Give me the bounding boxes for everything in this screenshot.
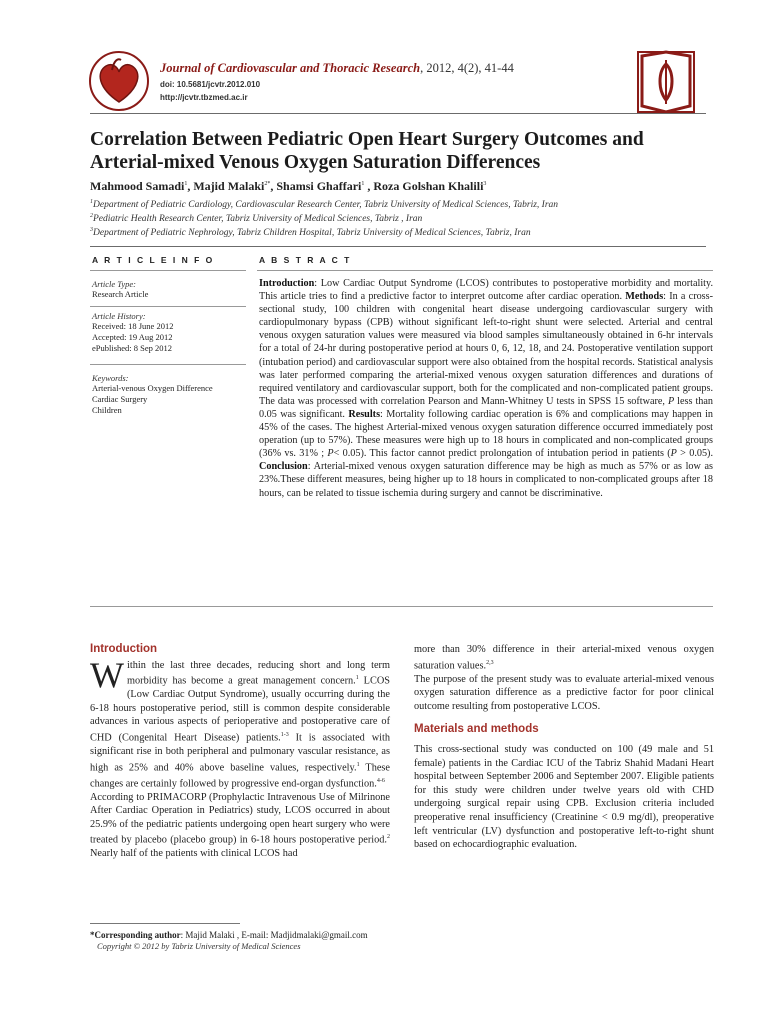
intro-heading: Introduction [90,643,158,655]
methods-heading: Materials and methods [414,723,539,736]
author-name: Roza Golshan Khalili [373,179,484,193]
keyword: Arterial-venous Oxygen Difference [92,383,213,393]
accepted-date: Accepted: 19 Aug 2012 [92,332,173,342]
footnote-rule [90,923,240,924]
received-date: Received: 18 June 2012 [92,321,174,331]
copyright: Copyright © 2012 by Tabriz University of Medical Sciences [97,941,301,951]
info-rule [90,364,246,365]
keywords-label: Keywords: [92,373,129,383]
journal-citation [160,61,514,76]
header-divider [90,113,706,114]
corresponding-author: *Corresponding author: Majid Malaki , E-mail: Madjidmalaki@gmail.com [90,930,368,940]
affiliation: $^3$Department of Pediatric Nephrology, Tabriz Children Hospital, Tabriz University of Medical Sciences, Tabriz, Iran [90,227,531,239]
body-right-column [414,643,714,852]
journal-name: Journal of Cardiovascular and Thoracic Research [160,61,421,75]
affiliation: $^2$Pediatric Health Research Center, Tabriz University of Medical Sciences, Tabriz , Iran [90,213,423,225]
info-rule [90,270,246,271]
abstract-heading: A B S T R A C T [259,255,352,265]
abstract-rule [257,270,713,271]
article-info-heading: A R T I C L E I N F O [92,255,215,265]
journal-logo [88,50,150,112]
doi-text[interactable]: doi: 10.5681/jcvtr.2012.010 [160,80,261,89]
journal-url[interactable]: http://jcvtr.tbzmed.ac.ir [160,93,248,102]
article-type-value: Research Article [92,289,149,299]
intro-paragraph: The purpose of the present study was to evaluate arterial-mixed venous oxygen saturation difference as a predictive factor for poor clinical outcome resulting from postoperative LCOS. [414,673,714,712]
author-name: Mahmood Samadi [90,179,185,193]
keywords [92,373,252,416]
published-date: ePublished: 8 Sep 2012 [92,343,173,353]
article-info [92,279,252,300]
article-type-label: Article Type: [92,279,136,289]
intro-paragraph: According to PRIMACORP (Prophylactic Intravenous Use of Milrinone After Cardiac Operation in Pediatrics) study, LCOS occurred in about 25.9% of the pediatric patients undergoing open heart surgery who were treated by placebo (placebo group) in 6-18 hours postoperative period.$^2$ Nearly half of the patients with clinical LCOS had [90,791,390,860]
keyword: Children [92,405,122,415]
abstract-text: Introduction: Low Cardiac Output Syndrome (LCOS) contributes to postoperative morbidity and mortality. This article tries to find a predictive factor to interpret outcome after cardiac operation. Methods: In a cross-sectional study, 100 children with congenital heart disease undergoing cardiovascular surgery with cardiopulmonary bypass (CPB) without significant left-to-right shunt were selected. Arterial and central venous oxygen saturation values were measured via blood samples simultaneously obtained in 6-hr intervals for a total of 24-hr during postoperative period at hours 0, 6, 12, 18, and 24. Postoperative ventilation support (intubation period) and cardiovascular support were also obtained from the hospital records. Statistical analysis was later performed comparing the arterial-mixed venous oxygen saturation differences and durations of required ventilatory and cardiovascular support, both for the complicated and non-complicated patient groups. The data was processed with correlation Pearson and Mann-Whitney U tests in SPSS 15 software, P less than 0.05 was significant. Results: Mortality following cardiac operation is 6% and complications may happen in 45% of the cases. The highest Arterial-mixed venous oxygen saturation difference occurred immediately post operation (up to 57%). These measures were high up to 18 hours in complicated and non-complicated groups (36% vs. 31% ; P< 0.05). This factor cannot predict prolongation of intubation period in patients (P > 0.05). Conclusion: Arterial-mixed venous oxygen saturation difference may be high as much as 57% or as low as 23%.These different measures, being higher up to 18 hours in complicated to non-complicated groups after 18 hours, can be related to tissue ischemia during surgery and cannot be discriminative. [259,278,714,499]
intro-paragraph: Within the last three decades, reducing short and long term morbidity has become a great management concern.$^1$ LCOS (Low Cardiac Output Syndrome), usually occurring during the 6-18 hours postoperative period, still is common despite considerable advances in various aspects of perioperative and postoperative care of CHD (Congenital Heart Disease) patients.$^{1-3}$ It is associated with significant rise in both peripheral and pulmonary vascular resistance, as high as 25% and 40% above baseline values, respectively.$^1$ These changes are certainly followed by progressive end-organ dysfunction.$^{4-6}$ [90,654,390,790]
info-rule [90,306,246,307]
article-title: Correlation Between Pediatric Open Heart Surgery Outcomes and Arterial-mixed Venous Oxygen Saturation Differences [90,129,644,173]
university-emblem [636,50,696,114]
methods-paragraph: This cross-sectional study was conducted on 100 (49 male and 51 female) patients in the Cardiac ICU of the Tabriz Shahid Madani Heart hospital between September 2006 and September 2007. Eligible patients for this study were children under twelve years old with CHD undergoing surgical repair using CPB. Exclusion criteria included preoperative renal insufficiency (Creatinine < 0.9 mg/dl), preoperative left ventricular (LV) dysfunction and postoperative left-to-right shunt based on echocardiographic evaluation. [414,743,714,851]
journal-volume: , 2012, 4(2), 41-44 [420,61,514,75]
affiliation-divider [90,246,706,247]
drop-cap: W [90,654,124,695]
intro-paragraph: more than 30% difference in their arterial-mixed venous oxygen saturation values.$^{2,3}$ [414,644,714,672]
keyword: Cardiac Surgery [92,394,148,404]
body-left-column [90,643,390,861]
affiliation: $^1$Department of Pediatric Cardiology, Cardiovascular Research Center, Tabriz University of Medical Sciences, Tabriz, Iran [90,199,559,211]
history-label: Article History: [92,311,146,321]
author-name: Majid Malaki [193,179,265,193]
author-list: Mahmood Samadi$^1$, Majid Malaki$^{2*}$, Shamsi Ghaffari$^1$ , Roza Golshan Khalili$^3$ [90,179,487,193]
article-history [92,311,252,354]
author-name: Shamsi Ghaffari [276,179,362,193]
abstract-bottom-rule [90,606,713,607]
